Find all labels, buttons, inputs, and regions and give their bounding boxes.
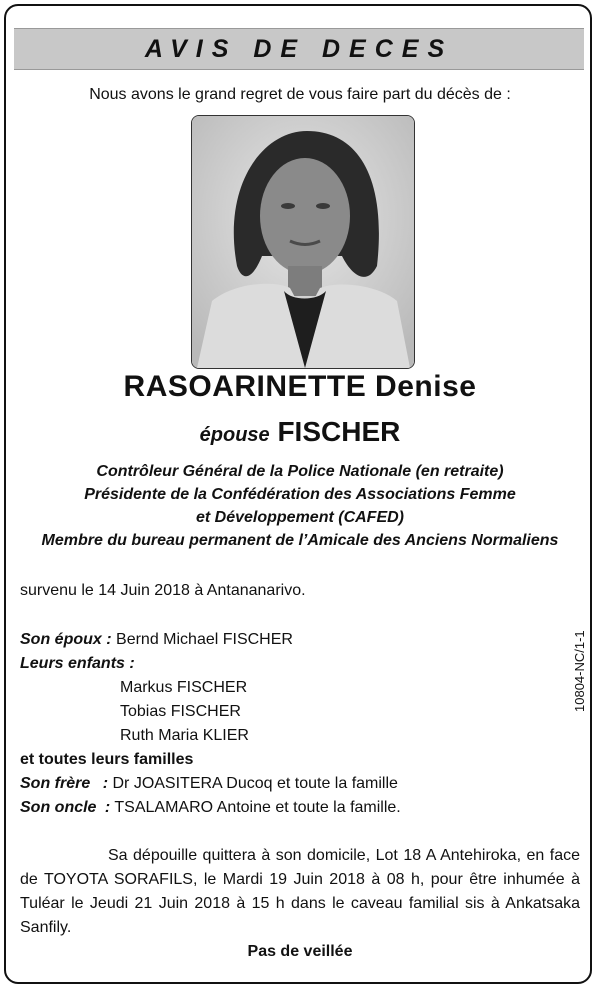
- funeral-text: Sa dépouille quittera à son domicile, Lot 18 A Antehiroka, en face de TOYOTA SORAFILS, le Mardi 19 Juin 2018 à 08 h, pour être inhumée à Tuléar le Jeudi 21 Juin 2018 à 15 h dans le caveau familial sis à Ankatsaka Sanfily.: [20, 847, 580, 936]
- brother-text: Dr JOASITERA Ducoq et toute la famille: [112, 775, 398, 792]
- brother-entry: [20, 775, 398, 793]
- reference-code: 10804-NC/1-1: [572, 630, 587, 712]
- title-line: et Développement (CAFED): [195, 509, 405, 526]
- portrait-illustration: [192, 116, 414, 368]
- spouse-line: [0, 416, 600, 448]
- intro-text: Nous avons le grand regret de vous faire part du décès de :: [89, 86, 511, 103]
- closing-note: Pas de veillée: [247, 943, 353, 960]
- funeral-details: [20, 844, 580, 940]
- child-name: Markus FISCHER: [120, 679, 248, 696]
- deceased-titles: [0, 460, 600, 552]
- brother-sep: :: [102, 775, 109, 792]
- brother-label: Son frère: [20, 775, 91, 792]
- uncle-text: TSALAMARO Antoine et toute la famille.: [114, 799, 401, 816]
- families-line: et toutes leurs familles: [20, 751, 194, 768]
- child-name: Tobias FISCHER: [120, 703, 241, 720]
- spouse-name: Bernd Michael FISCHER: [116, 631, 293, 648]
- epouse-label: épouse: [199, 424, 270, 446]
- children-entry: [20, 655, 135, 673]
- portrait-photo: [191, 115, 415, 369]
- spouse-sep: :: [106, 631, 112, 648]
- children-sep: :: [129, 655, 135, 672]
- deceased-name: RASOARINETTE Denise: [123, 370, 477, 403]
- uncle-label: Son oncle: [20, 799, 97, 816]
- death-notice: survenu le 14 Juin 2018 à Antananarivo.: [20, 582, 306, 599]
- title-line: Présidente de la Confédération des Associations Femme: [84, 486, 516, 503]
- uncle-entry: [20, 799, 401, 817]
- spouse-label: Son époux: [20, 631, 102, 648]
- notice-banner-title: AVIS DE DECES: [14, 28, 584, 70]
- spouse-entry: [20, 631, 293, 649]
- uncle-sep: :: [104, 799, 111, 816]
- children-label: Leurs enfants: [20, 655, 125, 672]
- title-line: Membre du bureau permanent de l’Amicale des Anciens Normaliens: [41, 532, 559, 549]
- spouse-surname: FISCHER: [277, 416, 401, 447]
- title-line: Contrôleur Général de la Police Nationale (en retraite): [96, 463, 504, 480]
- child-name: Ruth Maria KLIER: [120, 727, 249, 744]
